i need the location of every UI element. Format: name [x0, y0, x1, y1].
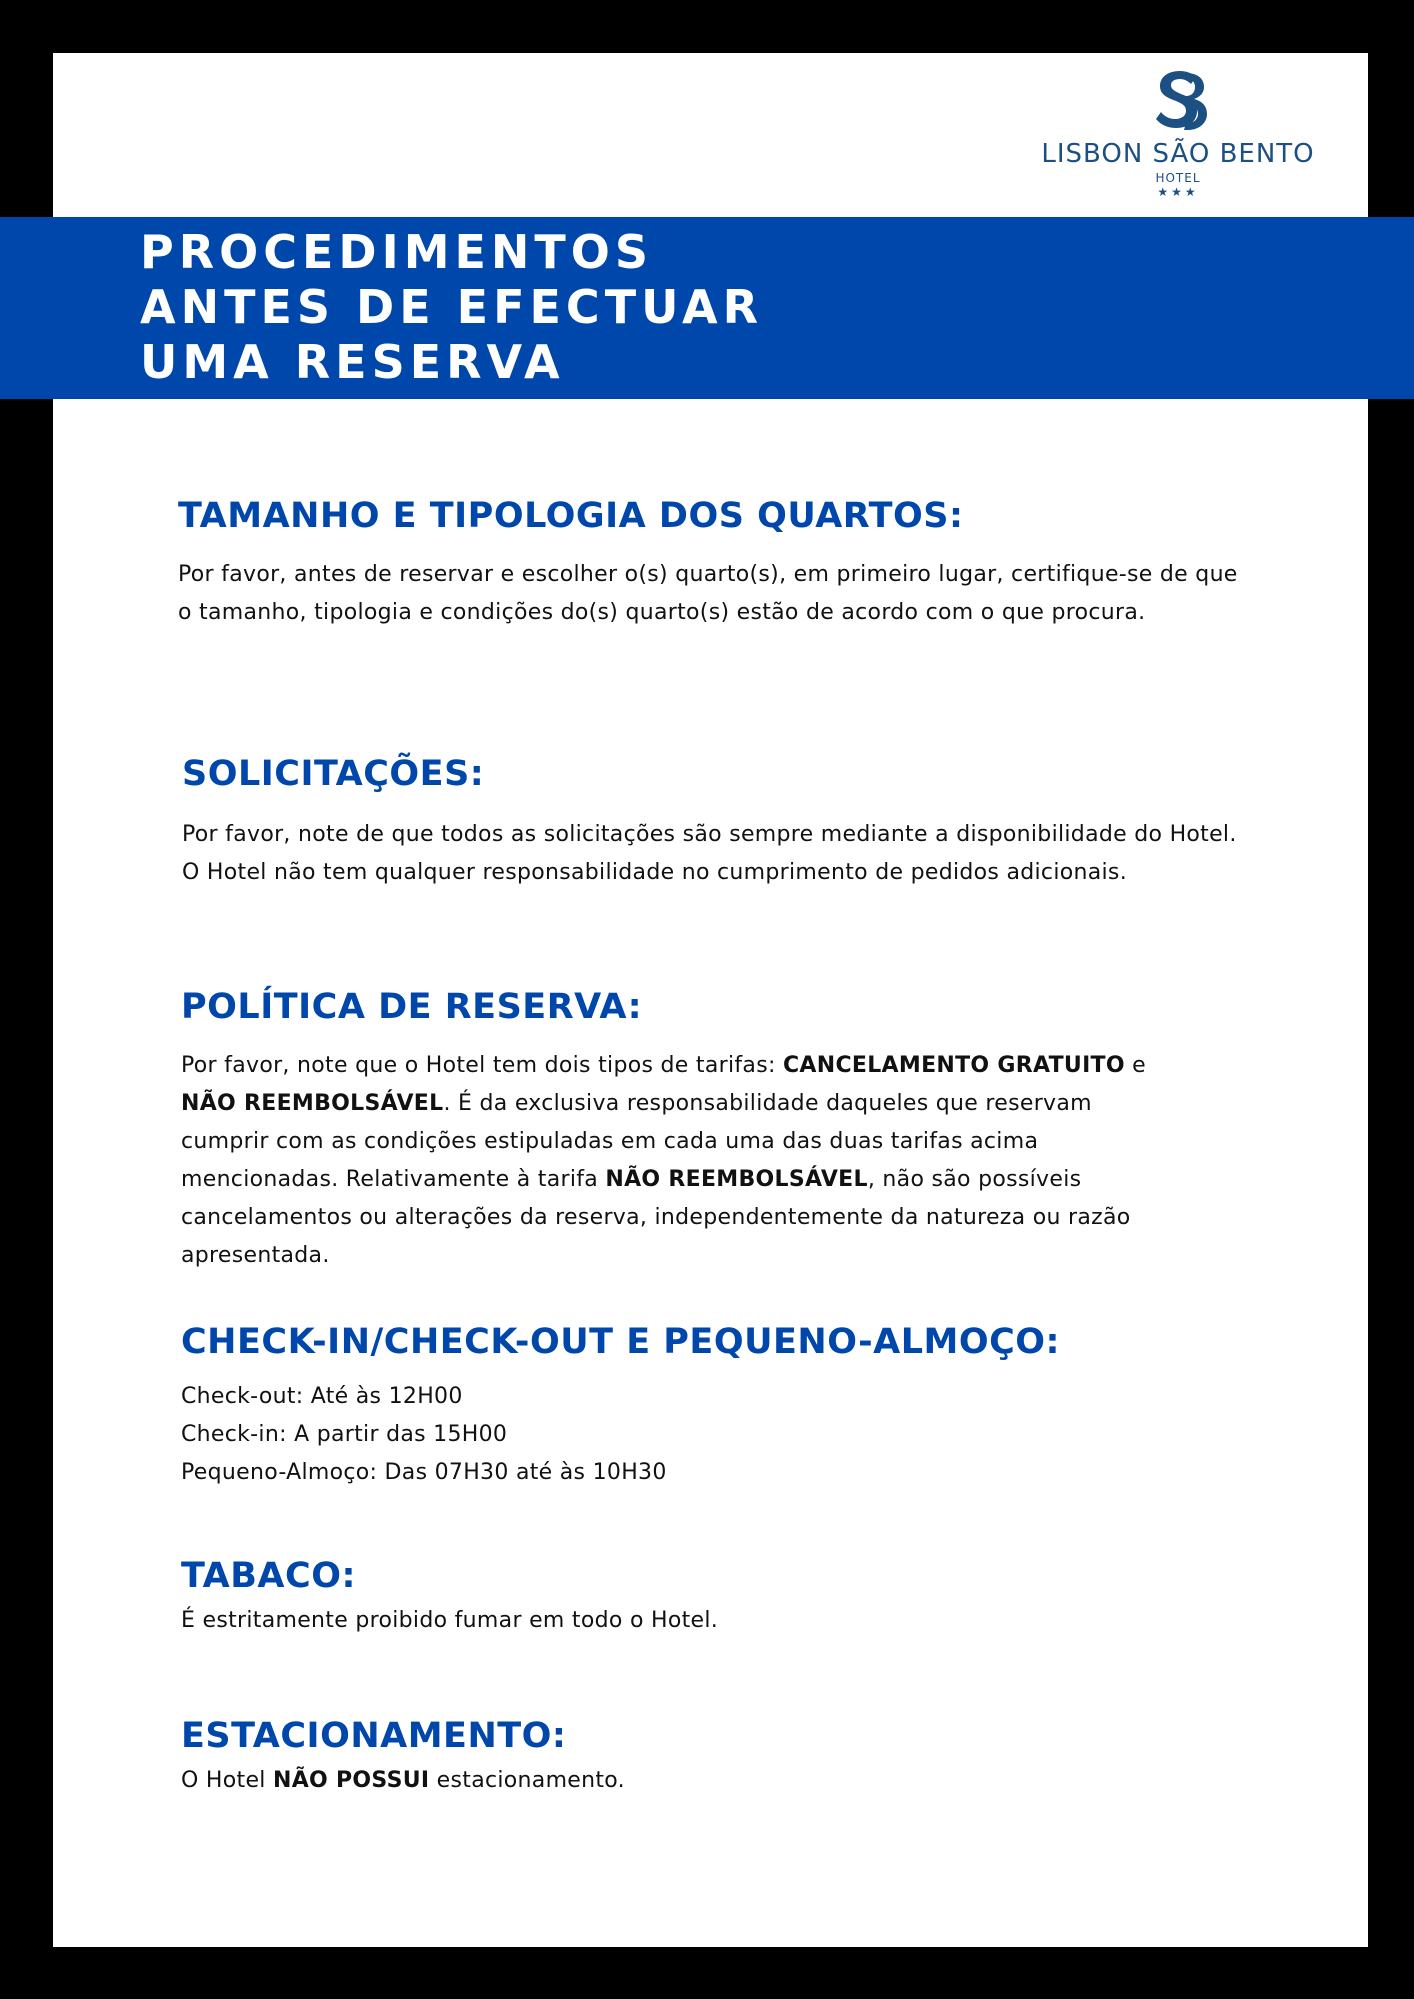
hotel-logo: [1013, 65, 1343, 199]
breakfast-time: Pequeno-Almoço: Das 07H30 até às 10H30: [181, 1460, 667, 1485]
section-heading: TABACO:: [181, 1556, 356, 1596]
rate-free-cancellation: CANCELAMENTO GRATUITO: [782, 1053, 1125, 1078]
section-body: [181, 1047, 1181, 1275]
title-line-2: ANTES DE EFECTUAR: [140, 280, 764, 334]
checkin-time: Check-in: A partir das 15H00: [181, 1422, 508, 1447]
section-tobacco: [181, 1554, 1241, 1640]
section-body: É estritamente proibido fumar em todo o Hotel.: [181, 1608, 719, 1633]
section-heading: ESTACIONAMENTO:: [181, 1716, 567, 1756]
hotel-name: LISBON SÃO BENTO: [1041, 139, 1315, 169]
checkout-time: Check-out: Até às 12H00: [181, 1384, 463, 1409]
section-checkin: [181, 1320, 1241, 1492]
section-body: Por favor, note de que todos as solicitações são sempre mediante a disponibilidade do Hotel. O Hotel não tem qualquer responsabilidade no cumprimento de pedidos adicionais.: [182, 822, 1237, 885]
title-line-1: PROCEDIMENTOS: [140, 225, 654, 279]
section-body: [181, 1762, 1241, 1800]
body-text: . É da exclusiva responsabilidade daqueles que reservam cumprir com as condições estipuladas em cada uma das duas tarifas acima mencionadas. Relativamente à tarifa: [181, 1091, 1092, 1192]
section-booking-policy: [181, 985, 1181, 1275]
section-parking: [181, 1714, 1241, 1800]
rate-non-refundable: NÃO REEMBOLSÁVEL: [181, 1091, 444, 1116]
no-parking-emphasis: NÃO POSSUI: [272, 1768, 430, 1793]
title-line-3: UMA RESERVA: [140, 335, 565, 389]
title-banner: [0, 217, 1414, 399]
page-title: [140, 225, 763, 390]
section-heading: TAMANHO E TIPOLOGIA DOS QUARTOS:: [178, 496, 964, 536]
section-heading: SOLICITAÇÕES:: [182, 754, 485, 794]
section-rooms: [178, 494, 1238, 632]
rate-non-refundable: NÃO REEMBOLSÁVEL: [605, 1167, 868, 1192]
section-heading: CHECK-IN/CHECK-OUT E PEQUENO-ALMOÇO:: [181, 1322, 1061, 1362]
section-heading: POLÍTICA DE RESERVA:: [181, 987, 643, 1027]
sb-monogram-icon: [1146, 65, 1210, 135]
section-body: Por favor, antes de reservar e escolher o(s) quarto(s), em primeiro lugar, certifique-se de que o tamanho, tipologia e condições do(s) quarto(s) estão de acordo com o que procura.: [178, 562, 1238, 625]
body-text: Por favor, note que o Hotel tem dois tipos de tarifas:: [181, 1053, 783, 1078]
body-text: e: [1124, 1053, 1147, 1078]
body-text: O Hotel: [181, 1768, 273, 1793]
hotel-stars: ★★★: [1157, 185, 1199, 199]
body-text: , não são possíveis cancelamentos ou alterações da reserva, independentemente da natureza ou razão apresentada.: [181, 1167, 1131, 1268]
body-text: estacionamento.: [429, 1768, 625, 1793]
section-requests: [182, 752, 1242, 892]
hotel-label: HOTEL: [1155, 171, 1201, 185]
